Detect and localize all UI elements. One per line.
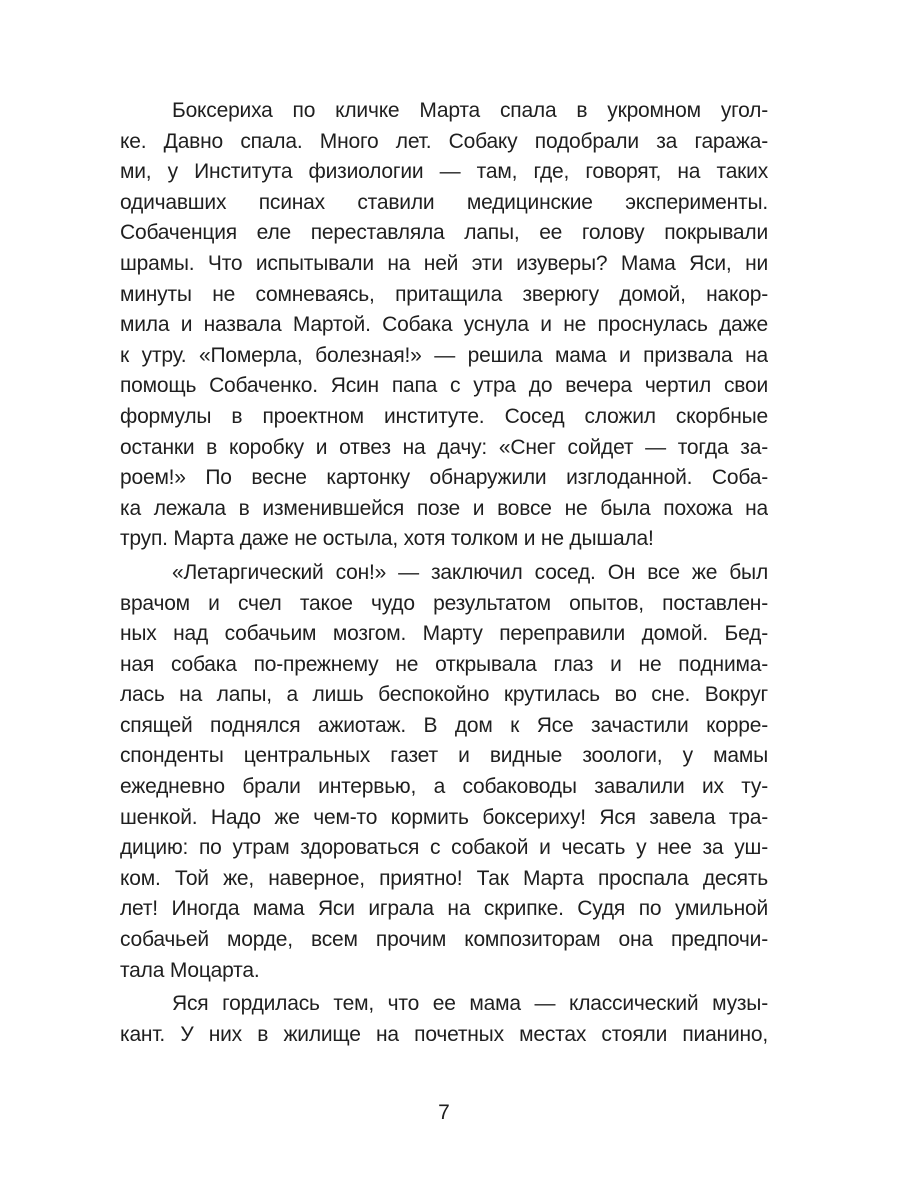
text-line: ке. Давно спала. Много лет. Собаку подобрали за гаража- [120,129,768,153]
text-line: к утру. «Померла, болезная!» — решила мама и призвала на [120,343,768,367]
text-line: «Летаргический сон!» — заключил сосед. Он все же был [172,560,768,584]
text-line: ком. Той же, наверное, приятно! Так Марта проспала десять [120,866,768,890]
text-line: ка лежала в изменившейся позе и вовсе не была похожа на [120,496,768,520]
text-line: ми, у Института физиологии — там, где, говорят, на таких [120,160,768,184]
text-line: формулы в проектном институте. Сосед сложил скорбные [120,404,768,428]
text-line: лась на лапы, а лишь беспокойно крутилась во сне. Вокруг [120,683,768,707]
text-line: тала Моцарта. [120,958,260,982]
text-line: лет! Иногда мама Яси играла на скрипке. Судя по умильной [120,897,768,921]
text-line: Собаченция еле переставляла лапы, ее голову покрывали [120,221,768,245]
page-number: 7 [438,1101,450,1124]
text-line: шрамы. Что испытывали на ней эти изуверы? Мама Яси, ни [120,251,768,275]
text-line: роем!» По весне картонку обнаружили изглоданной. Соба- [120,466,768,490]
text-line: ная собака по-прежнему не открывала глаз и не поднима- [120,652,768,676]
text-line: ежедневно брали интервью, а собаководы завалили их ту- [120,775,768,799]
text-line: останки в коробку и отвез на дачу: «Снег сойдет — тогда за- [120,435,768,459]
text-line: мила и назвала Мартой. Собака уснула и не проснулась даже [120,313,768,337]
text-line: дицию: по утрам здороваться с собакой и чесать у нее за уш- [120,836,768,860]
text-line: шенкой. Надо же чем-то кормить боксериху! Яся завела тра- [120,805,768,829]
page-text [120,96,768,1050]
paragraph [120,96,768,555]
text-line: минуты не сомневаясь, притащила зверюгу домой, накор- [120,282,768,306]
text-line: врачом и счел такое чудо результатом опытов, поставлен- [120,591,768,615]
text-line: спонденты центральных газет и видные зоологи, у мамы [120,744,768,768]
text-line: кант. У них в жилище на почетных местах стояли пианино, [120,1022,768,1046]
text-line: ных над собачьим мозгом. Марту переправили домой. Бед- [120,622,768,646]
text-line: Боксериха по кличке Марта спала в укромном угол- [172,99,768,122]
paragraph [120,558,768,986]
text-line: спящей поднялся ажиотаж. В дом к Ясе зачастили корре- [120,713,768,737]
text-line: труп. Марта даже не остыла, хотя толком и не дышала! [120,527,654,551]
paragraph [120,989,768,1050]
text-line: Яся гордилась тем, что ее мама — классический музы- [172,992,768,1016]
text-line: помощь Собаченко. Ясин папа с утра до вечера чертил свои [120,374,768,398]
text-line: собачьей морде, всем прочим композиторам она предпочи- [120,928,768,952]
text-line: одичавших псинах ставили медицинские эксперименты. [120,190,768,214]
